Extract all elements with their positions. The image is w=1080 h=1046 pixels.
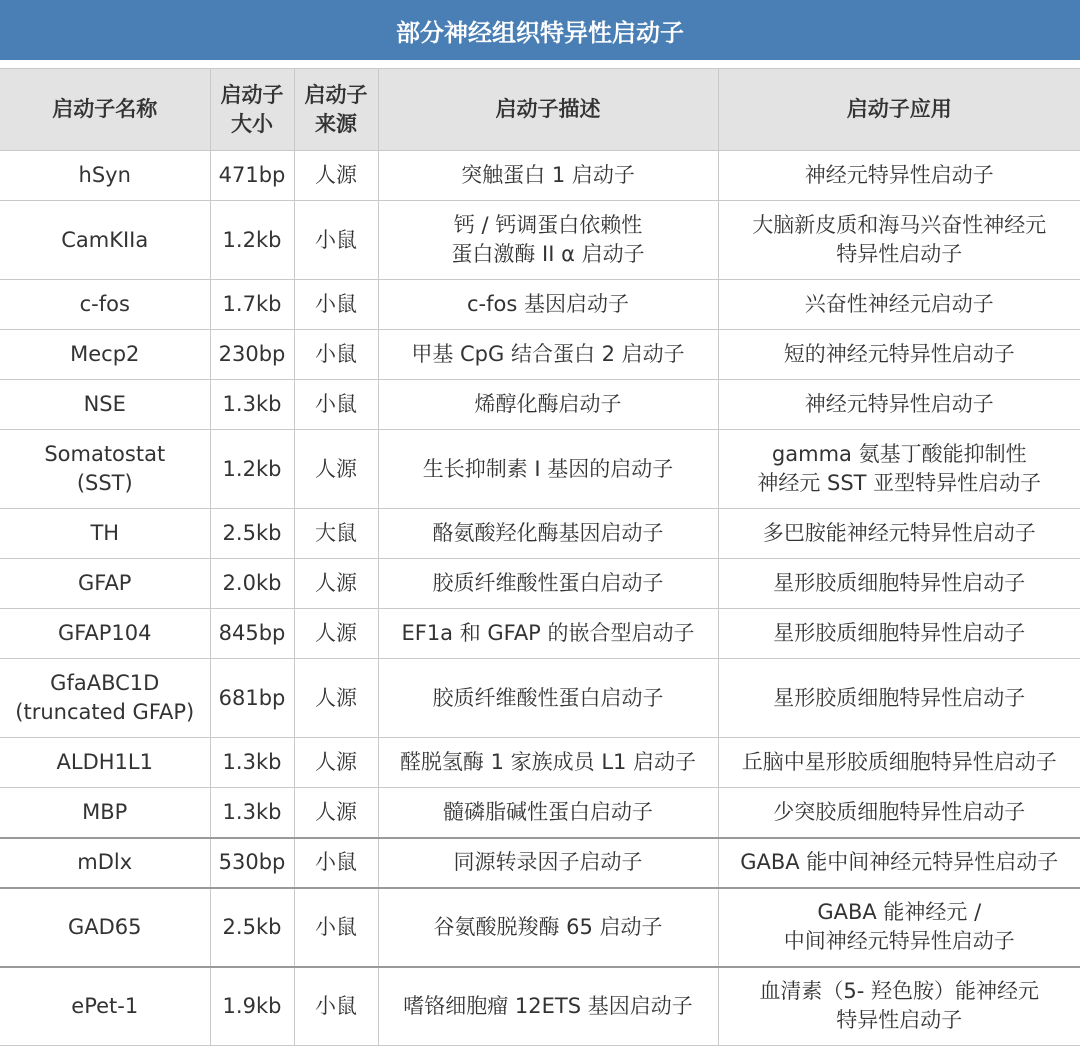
table-row [0,330,1080,380]
table-row [0,967,1080,1046]
cell-application-line: 短的神经元特异性启动子 [783,342,1015,366]
cell-application-line: gamma 氨基丁酸能抑制性 [771,442,1027,466]
cell-application [718,559,1080,609]
cell-application-line: 大脑新皮质和海马兴奋性神经元 [752,213,1047,237]
cell-source: 小鼠 [294,838,378,888]
header-name: 启动子名称 [0,69,210,151]
table-row [0,380,1080,430]
cell-description-line: EF1a 和 GFAP 的嵌合型启动子 [401,621,695,645]
table-body [0,151,1080,1046]
cell-application [718,330,1080,380]
header-row [0,69,1080,151]
cell-name [0,609,210,659]
cell-source: 人源 [294,151,378,201]
cell-name-line: Mecp2 [70,342,140,366]
cell-size: 1.3kb [210,380,294,430]
cell-size: 2.0kb [210,559,294,609]
cell-name-line: (truncated GFAP) [15,700,195,724]
cell-source: 小鼠 [294,280,378,330]
cell-name [0,738,210,788]
cell-application [718,838,1080,888]
cell-name-line: c-fos [79,292,130,316]
cell-size: 681bp [210,659,294,738]
header-size-line: 大小 [231,111,273,136]
cell-size: 471bp [210,151,294,201]
cell-source: 小鼠 [294,888,378,967]
table-row [0,659,1080,738]
cell-application [718,609,1080,659]
cell-size: 1.2kb [210,430,294,509]
cell-name [0,967,210,1046]
cell-application [718,151,1080,201]
cell-description-line: 蛋白激酶 II α 启动子 [451,242,645,266]
cell-description-line: 钙 / 钙调蛋白依赖性 [453,213,643,237]
table-row [0,559,1080,609]
table-row [0,738,1080,788]
cell-application-line: 特异性启动子 [836,242,963,266]
cell-application-line: 血清素（5- 羟色胺）能神经元 [759,979,1040,1004]
cell-name [0,430,210,509]
table-row [0,609,1080,659]
cell-application-line: 星形胶质细胞特异性启动子 [773,621,1026,645]
cell-description-line: 嗜铬细胞瘤 12ETS 基因启动子 [403,993,693,1018]
cell-description-line: 甲基 CpG 结合蛋白 2 启动子 [411,342,685,366]
table-row [0,509,1080,559]
cell-name [0,280,210,330]
cell-description [378,330,718,380]
cell-source: 人源 [294,659,378,738]
cell-description [378,201,718,280]
cell-description-line: 生长抑制素 I 基因的启动子 [422,456,674,481]
cell-name-line: (SST) [76,471,133,495]
cell-description [378,609,718,659]
cell-size: 230bp [210,330,294,380]
cell-application-line: 神经元特异性启动子 [804,163,994,187]
cell-name [0,151,210,201]
table-row [0,151,1080,201]
cell-source: 小鼠 [294,967,378,1046]
cell-description-line: 谷氨酸脱羧酶 65 启动子 [433,914,663,939]
cell-application [718,967,1080,1046]
cell-application [718,280,1080,330]
cell-description [378,788,718,838]
table-row [0,201,1080,280]
cell-description [378,280,718,330]
cell-size: 1.3kb [210,788,294,838]
cell-description-line: 胶质纤维酸性蛋白启动子 [432,685,664,710]
cell-source: 小鼠 [294,201,378,280]
cell-source: 人源 [294,430,378,509]
cell-name-line: hSyn [78,163,131,187]
cell-description-line: 髓磷脂碱性蛋白启动子 [443,799,653,824]
cell-description-line: 烯醇化酶启动子 [474,392,622,416]
cell-name-line: mDlx [77,850,133,874]
cell-application-line: 特异性启动子 [836,1008,963,1033]
cell-size: 1.2kb [210,201,294,280]
cell-name [0,559,210,609]
header-source [294,69,378,151]
cell-application-line: 星形胶质细胞特异性启动子 [773,685,1026,710]
cell-description [378,738,718,788]
cell-name-line: ePet-1 [71,993,139,1018]
cell-size: 845bp [210,609,294,659]
cell-size: 1.9kb [210,967,294,1046]
cell-name-line: TH [90,521,120,545]
cell-name [0,201,210,280]
cell-source: 小鼠 [294,330,378,380]
cell-application-line: 兴奋性神经元启动子 [804,292,994,316]
cell-description [378,659,718,738]
cell-description-line: 醛脱氢酶 1 家族成员 L1 启动子 [399,750,697,774]
table-row [0,788,1080,838]
cell-name-line: MBP [82,799,128,824]
cell-source: 小鼠 [294,380,378,430]
cell-description [378,559,718,609]
cell-name [0,330,210,380]
cell-description-line: 同源转录因子启动子 [453,850,643,874]
cell-source: 人源 [294,738,378,788]
cell-name-line: GAD65 [67,914,142,939]
cell-application-line: 神经元 SST 亚型特异性启动子 [757,471,1042,495]
cell-application [718,788,1080,838]
table-row [0,838,1080,888]
cell-application-line: 星形胶质细胞特异性启动子 [773,571,1026,595]
cell-application [718,888,1080,967]
table-row [0,888,1080,967]
cell-application-line: 多巴胺能神经元特异性启动子 [762,521,1036,545]
cell-name-line: ALDH1L1 [56,750,153,774]
cell-description [378,509,718,559]
cell-size: 2.5kb [210,888,294,967]
cell-description-line: 突触蛋白 1 启动子 [461,163,635,187]
header-description: 启动子描述 [378,69,718,151]
cell-application [718,659,1080,738]
header-application: 启动子应用 [718,69,1080,151]
cell-name [0,509,210,559]
cell-description-line: 酪氨酸羟化酶基因启动子 [432,521,664,545]
cell-application-line: 神经元特异性启动子 [804,392,994,416]
cell-application-line: GABA 能神经元 / [817,900,982,924]
header-size-line: 启动子 [220,82,284,107]
cell-application [718,201,1080,280]
cell-source: 人源 [294,609,378,659]
cell-description [378,151,718,201]
cell-name [0,888,210,967]
cell-name-line: GfaABC1D [50,671,160,695]
cell-size: 530bp [210,838,294,888]
cell-application [718,430,1080,509]
cell-source: 大鼠 [294,509,378,559]
cell-description-line: 胶质纤维酸性蛋白启动子 [432,571,664,595]
cell-size: 1.7kb [210,280,294,330]
cell-application [718,509,1080,559]
cell-source: 人源 [294,559,378,609]
cell-name-line: NSE [83,392,126,416]
cell-name [0,380,210,430]
cell-application [718,738,1080,788]
cell-application-line: 丘脑中星形胶质细胞特异性启动子 [741,750,1057,774]
cell-source: 人源 [294,788,378,838]
cell-size: 2.5kb [210,509,294,559]
table-title: 部分神经组织特异性启动子 [0,0,1080,60]
header-source-line: 来源 [315,111,357,136]
cell-name-line: CamKIIa [61,227,149,252]
cell-size: 1.3kb [210,738,294,788]
table-row [0,280,1080,330]
cell-description [378,380,718,430]
cell-name [0,788,210,838]
header-size [210,69,294,151]
table-row [0,430,1080,509]
cell-description-line: c-fos 基因启动子 [467,292,629,316]
promoter-table [0,68,1080,1046]
cell-application-line: 少突胶质细胞特异性启动子 [773,799,1026,824]
cell-name [0,838,210,888]
cell-description [378,838,718,888]
cell-application-line: 中间神经元特异性启动子 [783,929,1015,953]
cell-name-line: GFAP [78,571,132,595]
cell-description [378,967,718,1046]
cell-name-line: Somatostat [44,442,166,466]
cell-name [0,659,210,738]
cell-description [378,430,718,509]
cell-name-line: GFAP104 [57,621,152,645]
cell-application [718,380,1080,430]
header-source-line: 启动子 [304,82,368,107]
cell-description [378,888,718,967]
cell-application-line: GABA 能中间神经元特异性启动子 [740,850,1059,874]
